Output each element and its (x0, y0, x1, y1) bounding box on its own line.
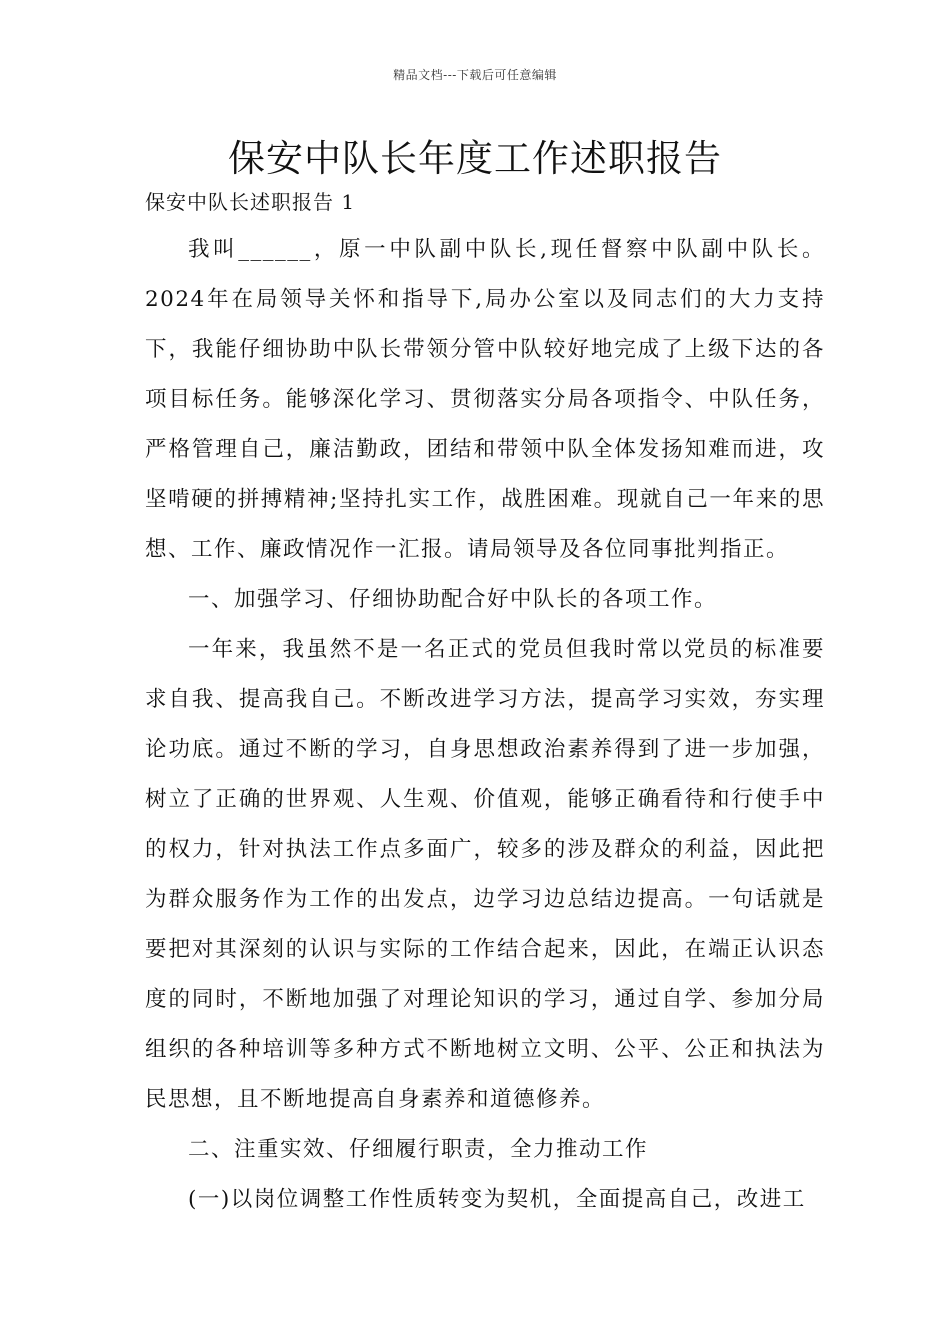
paragraph-study: 一年来，我虽然不是一名正式的党员但我时常以党员的标准要求自我、提高我自己。不断改进学习方法，提高学习实效，夯实理论功底。通过不断的学习，自身思想政治素养得到了进一步加强，树立了正确的世界观、人生观、价值观，能够正确看待和行使手中的权力，针对执法工作点多面广，较多的涉及群众的利益，因此把为群众服务作为工作的出发点，边学习边总结边提高。一句话就是要把对其深刻的认识与实际的工作结合起来，因此，在端正认识态度的同时，不断地加强了对理论知识的学习，通过自学、参加分局组织的各种培训等多种方式不断地树立文明、公平、公正和执法为民思想，且不断地提高自身素养和道德修养。 (145, 637, 825, 1112)
header-note: 精品文档---下载后可任意编辑 (393, 68, 557, 82)
paragraph-intro: 我叫______，原一中队副中队长,现任督察中队副中队长。2024年在局领导关怀和指导下,局办公室以及同志们的大力支持下，我能仔细协助中队长带领分管中队较好地完成了上级下达的各项目标任务。能够深化学习、贯彻落实分局各项指令、中队任务，严格管理自己，廉洁勤政，团结和带领中队全体发扬知难而进，攻坚啃硬的拼搏精神;坚持扎实工作，战胜困难。现就自己一年来的思想、工作、廉政情况作一汇报。请局领导及各位同事批判指正。 (145, 237, 825, 562)
document-title: 保安中队长年度工作述职报告 (228, 137, 722, 180)
section-heading-1: 一、加强学习、仔细协助配合好中队长的各项工作。 (188, 587, 718, 612)
document-body (145, 225, 825, 1225)
document-subtitle: 保安中队长述职报告 1 (145, 190, 356, 214)
paragraph-subsection-1: (一)以岗位调整工作性质转变为契机，全面提高自己，改进工 (188, 1187, 806, 1212)
section-heading-2: 二、注重实效、仔细履行职责，全力推动工作 (188, 1137, 649, 1162)
